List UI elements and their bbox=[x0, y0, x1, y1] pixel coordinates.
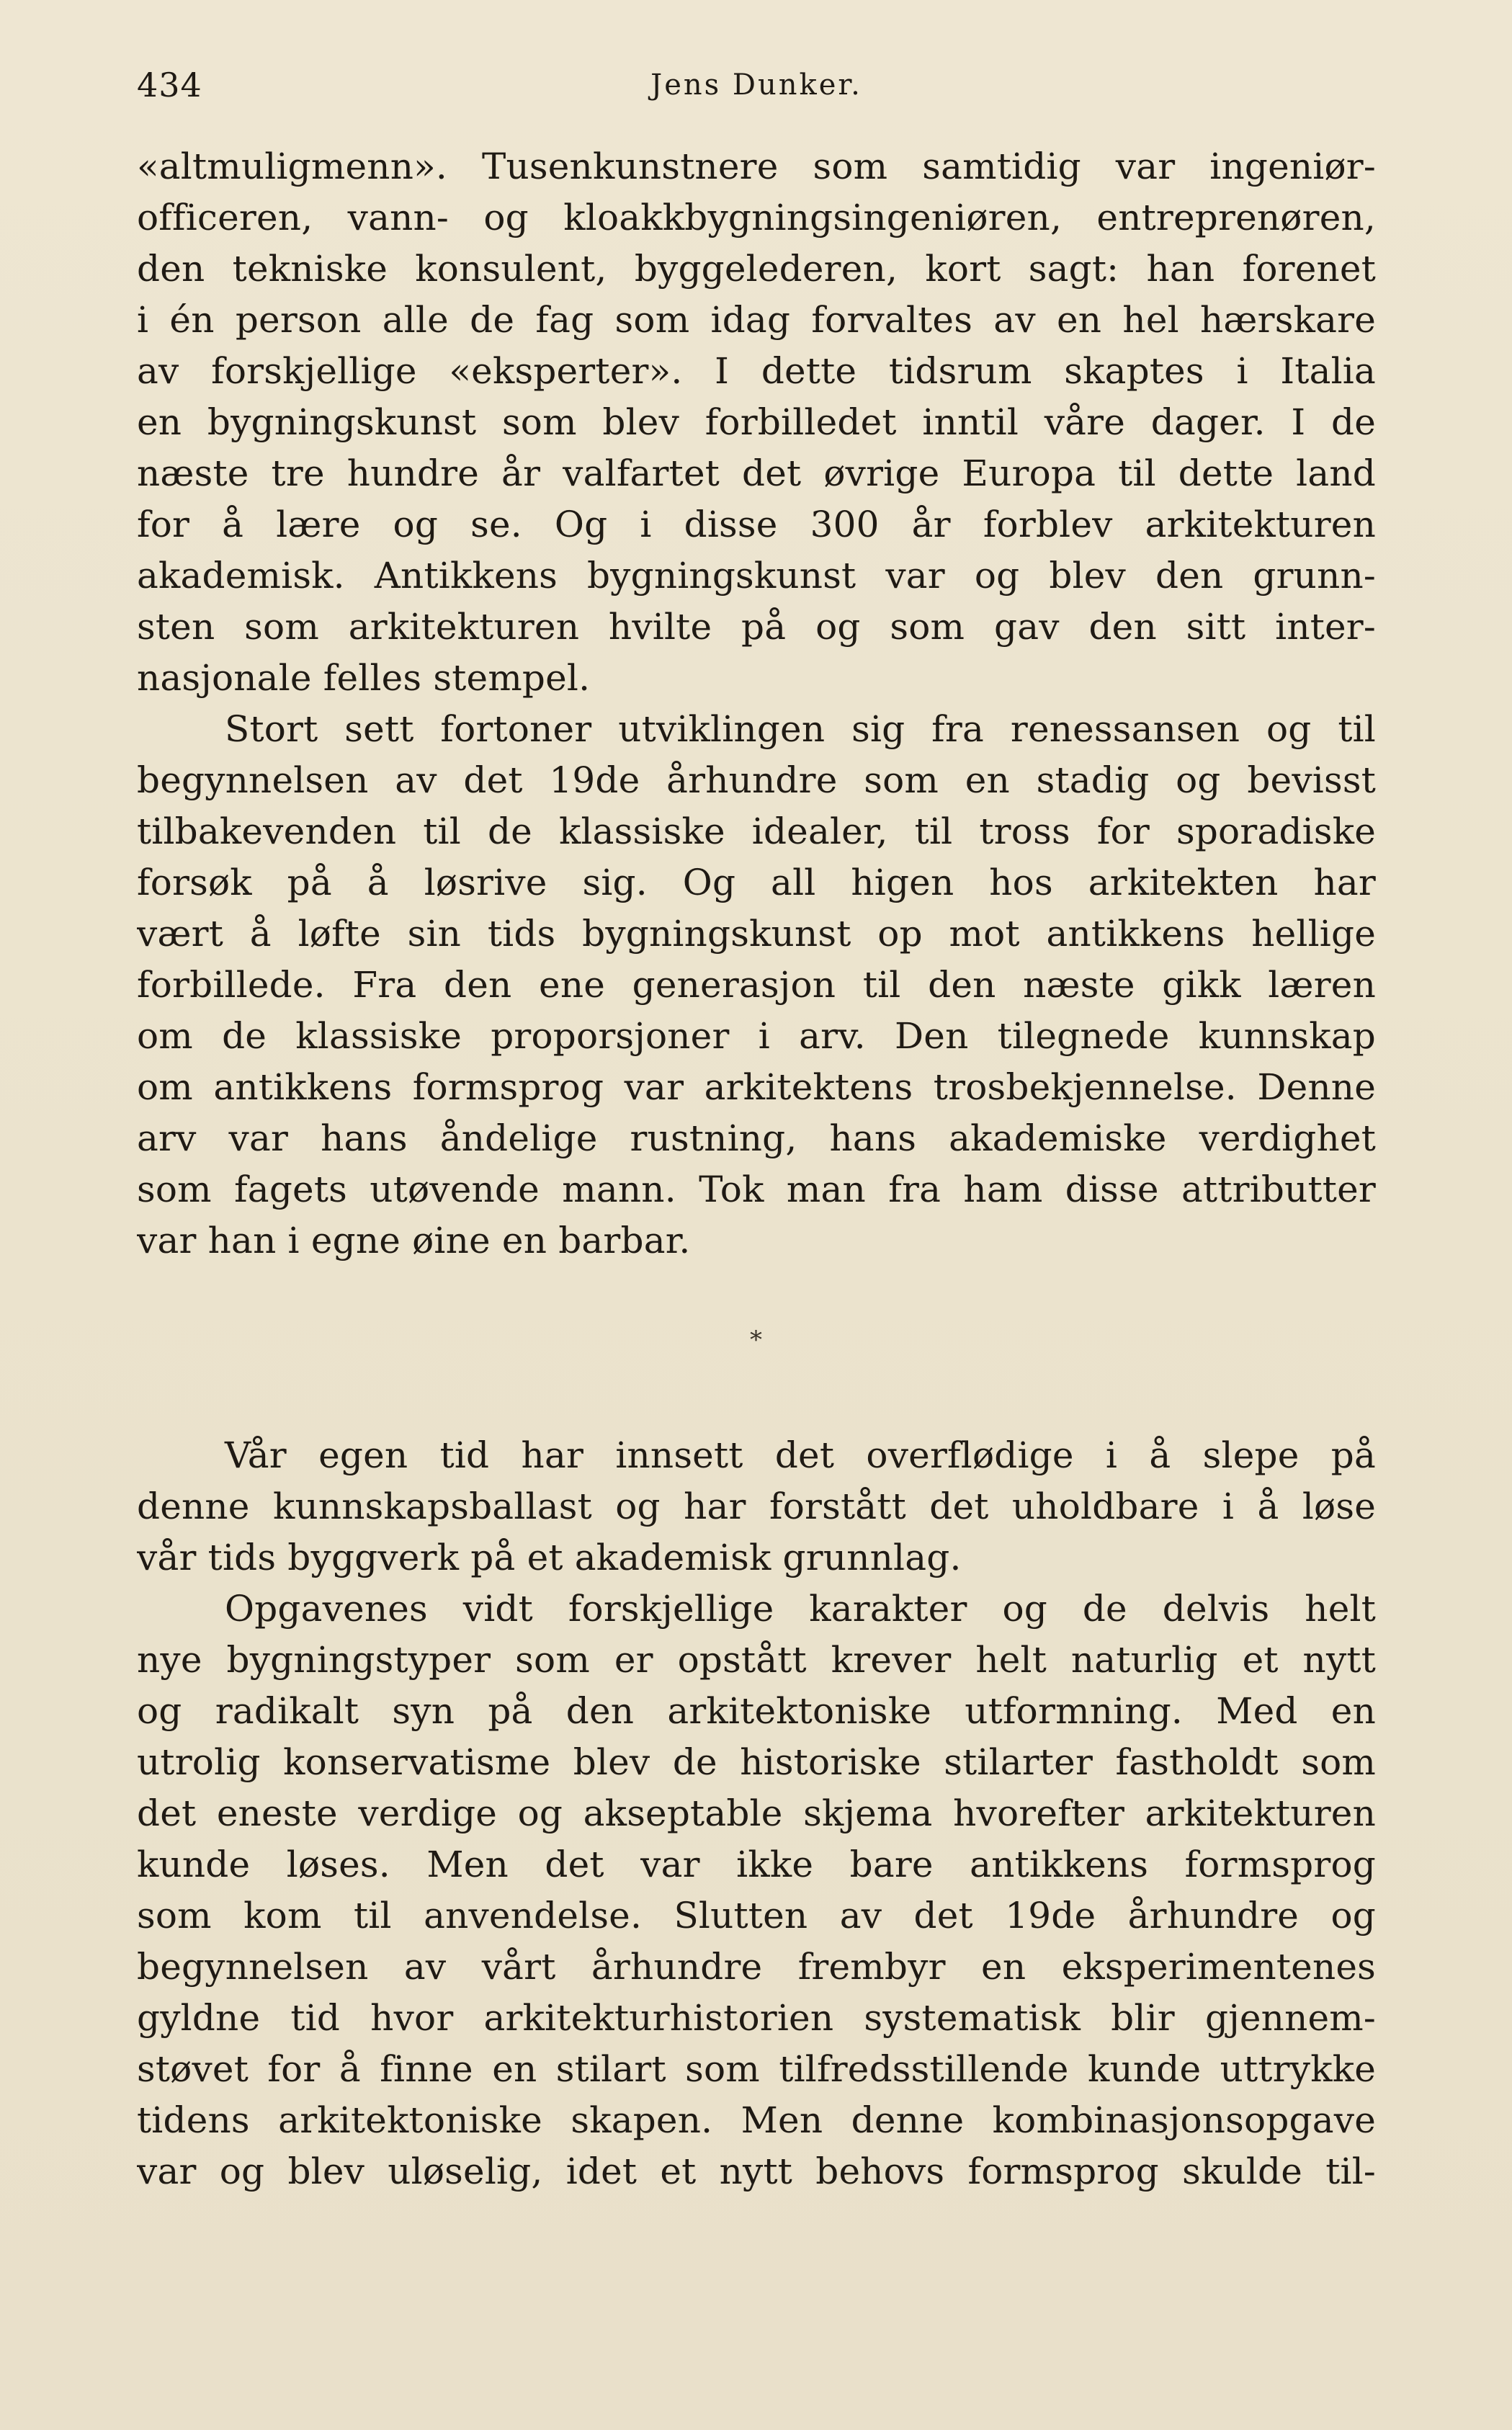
text-line: for å lære og se. Og i disse 300 år forblev arkitekturen bbox=[137, 504, 1376, 545]
text-line: en bygningskunst som blev forbilledet inntil våre dager. I de bbox=[137, 401, 1376, 443]
text-line: forbillede. Fra den ene generasjon til den næste gikk læren bbox=[137, 964, 1376, 1006]
section-1-text bbox=[137, 141, 1376, 1267]
text-line: kunde løses. Men det var ikke bare antikkens formsprog bbox=[137, 1844, 1376, 1885]
text-line: Stort sett fortoner utviklingen sig fra renessansen og til bbox=[225, 708, 1376, 750]
text-line: Opgavenes vidt forskjellige karakter og de delvis helt bbox=[225, 1588, 1376, 1630]
running-title: Jens Dunker. bbox=[650, 68, 862, 102]
section-2-text bbox=[137, 1430, 1376, 2197]
text-line: støvet for å finne en stilart som tilfredsstillende kunde uttrykke bbox=[137, 2048, 1376, 2090]
text-line: utrolig konservatisme blev de historiske stilarter fastholdt som bbox=[137, 1741, 1376, 1783]
text-line: sten som arkitekturen hvilte på og som gav den sitt inter- bbox=[137, 606, 1376, 648]
text-line: arv var hans åndelige rustning, hans akademiske verdighet bbox=[137, 1117, 1376, 1159]
text-line: det eneste verdige og akseptable skjema hvorefter arkitekturen bbox=[137, 1792, 1376, 1834]
text-line: officeren, vann- og kloakkbygningsingeniøren, entreprenøren, bbox=[137, 197, 1376, 238]
text-line: «altmuligmenn». Tusenkunstnere som samtidig var ingeniør- bbox=[137, 146, 1376, 187]
text-line: om de klassiske proporsjoner i arv. Den tilegnede kunnskap bbox=[137, 1015, 1376, 1057]
text-line: akademisk. Antikkens bygningskunst var og blev den grunn- bbox=[137, 555, 1376, 597]
text-line: og radikalt syn på den arkitektoniske utformning. Med en bbox=[137, 1690, 1376, 1732]
text-line: begynnelsen av vårt århundre frembyr en eksperimentenes bbox=[137, 1946, 1376, 1988]
text-line: tilbakevenden til de klassiske idealer, til tross for sporadiske bbox=[137, 810, 1376, 852]
text-line: nye bygningstyper som er opstått krever helt naturlig et nytt bbox=[137, 1639, 1376, 1681]
text-line: i én person alle de fag som idag forvaltes av en hel hærskare bbox=[137, 299, 1376, 341]
text-line: nasjonale felles stempel. bbox=[137, 657, 591, 699]
text-line: denne kunnskapsballast og har forstått det uholdbare i å løse bbox=[137, 1486, 1376, 1527]
text-line: den tekniske konsulent, byggelederen, kort sagt: han forenet bbox=[137, 248, 1376, 290]
running-head bbox=[137, 56, 1376, 114]
text-line: forsøk på å løsrive sig. Og all higen hos arkitekten har bbox=[137, 862, 1376, 903]
text-line: tidens arkitektoniske skapen. Men denne kombinasjonsopgave bbox=[137, 2099, 1376, 2141]
text-line: var han i egne øine en barbar. bbox=[137, 1220, 691, 1261]
text-line: om antikkens formsprog var arkitektens trosbekjennelse. Denne bbox=[137, 1066, 1376, 1108]
text-line: var og blev uløselig, idet et nytt behovs formsprog skulde til- bbox=[137, 2150, 1376, 2192]
text-line: gyldne tid hvor arkitekturhistorien systematisk blir gjennem- bbox=[137, 1997, 1376, 2039]
text-line: begynnelsen av det 19de århundre som en stadig og bevisst bbox=[137, 759, 1376, 801]
text-line: som kom til anvendelse. Slutten av det 19de århundre og bbox=[137, 1895, 1376, 1937]
text-line: Vår egen tid har innsett det overflødige i å slepe på bbox=[225, 1434, 1376, 1476]
text-line: næste tre hundre år valfartet det øvrige Europa til dette land bbox=[137, 452, 1376, 494]
section-separator: * bbox=[750, 1326, 762, 1354]
text-line: av forskjellige «eksperter». I dette tidsrum skaptes i Italia bbox=[137, 350, 1376, 392]
page-number: 434 bbox=[137, 66, 202, 104]
text-line: vært å løfte sin tids bygningskunst op mot antikkens hellige bbox=[137, 913, 1376, 955]
text-line: vår tids byggverk på et akademisk grunnlag. bbox=[137, 1537, 962, 1578]
text-line: som fagets utøvende mann. Tok man fra ham disse attributter bbox=[137, 1169, 1376, 1210]
